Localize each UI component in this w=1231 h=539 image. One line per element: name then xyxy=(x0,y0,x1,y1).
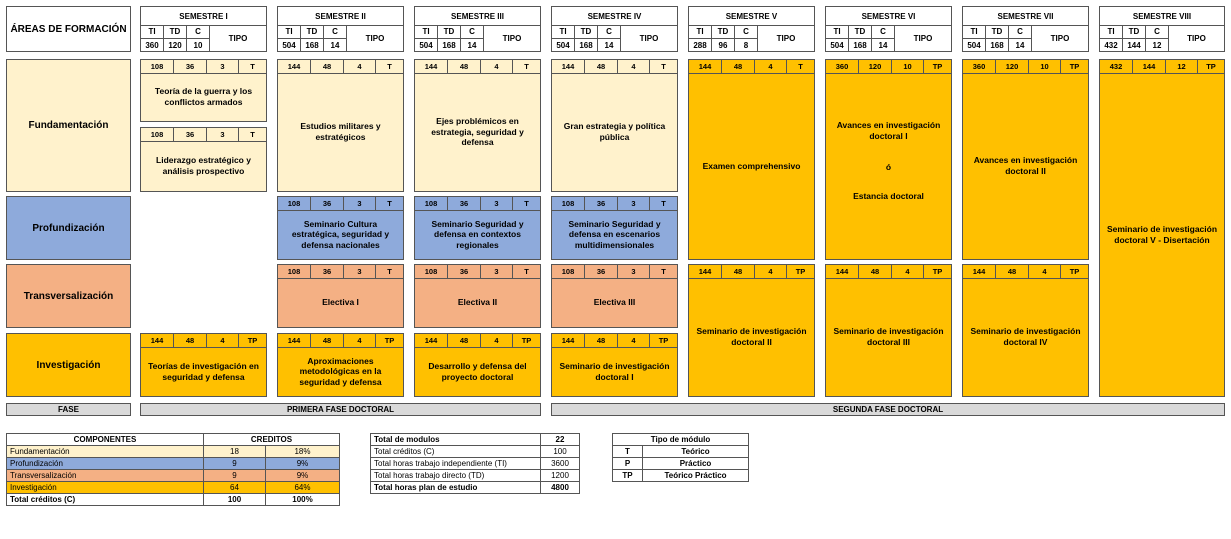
course-tipo: TP xyxy=(932,267,943,276)
course-ti: 108 xyxy=(552,197,585,210)
total-credits: 100 xyxy=(204,494,266,506)
semester-header xyxy=(551,6,678,52)
course-title: Seminario Seguridad y defensa en contextos regionales xyxy=(431,218,524,250)
col-c-label: C xyxy=(598,25,621,39)
semester-title: SEMESTRE VII xyxy=(963,7,1088,26)
totals-table xyxy=(370,433,580,494)
semester-title: SEMESTRE IV xyxy=(552,7,677,26)
course-c: 4 xyxy=(344,334,376,347)
table-row xyxy=(613,470,749,482)
course-or: ó xyxy=(885,162,892,172)
course-tipo: T xyxy=(524,62,529,71)
components-header: COMPONENTES xyxy=(7,434,204,446)
course-title: Liderazgo estratégico y análisis prospectivo xyxy=(156,155,251,176)
course-ti: 144 xyxy=(278,60,311,73)
course-ti: 432 xyxy=(1100,60,1133,73)
course-cell xyxy=(140,59,267,122)
fase-primera xyxy=(140,403,541,416)
course-cell xyxy=(688,264,815,397)
col-tipo-label: TIPO xyxy=(776,33,796,43)
course-title: Examen comprehensivo xyxy=(702,160,801,171)
course-td: 36 xyxy=(585,265,618,278)
sem-td-value: 120 xyxy=(164,39,187,52)
course-tipo: TP xyxy=(1069,62,1080,71)
sem-td-value: 168 xyxy=(301,39,324,52)
course-c: 3 xyxy=(344,197,376,210)
sem-ti-value: 288 xyxy=(689,39,712,52)
col-c-label: C xyxy=(1146,25,1169,39)
component-credits: 9 xyxy=(204,458,266,470)
course-c: 10 xyxy=(1029,60,1061,73)
course-ti: 360 xyxy=(826,60,859,73)
course-td: 120 xyxy=(996,60,1029,73)
semester-header xyxy=(1099,6,1225,52)
semester-header xyxy=(825,6,952,52)
totals-key: Total créditos (C) xyxy=(371,446,541,458)
col-c-label: C xyxy=(187,25,210,39)
table-row xyxy=(7,446,340,458)
course-ti: 108 xyxy=(415,197,448,210)
tipo-desc: Teórico Práctico xyxy=(643,470,749,482)
course-title: Electiva I xyxy=(322,297,359,308)
table-row xyxy=(371,446,580,458)
component-pct: 9% xyxy=(266,458,340,470)
table-row xyxy=(7,482,340,494)
course-c: 4 xyxy=(1029,265,1061,278)
col-td-label: TD xyxy=(438,25,461,39)
course-ti: 144 xyxy=(552,60,585,73)
course-c: 3 xyxy=(207,60,239,73)
component-name: Profundización xyxy=(7,458,204,470)
totals-value: 3600 xyxy=(541,458,580,470)
course-tipo: TP xyxy=(1206,62,1216,71)
total-name: Total créditos (C) xyxy=(7,494,204,506)
sem-td-value: 168 xyxy=(575,39,598,52)
course-cell xyxy=(277,264,404,328)
course-values-row xyxy=(415,265,540,279)
component-credits: 9 xyxy=(204,470,266,482)
course-values-row xyxy=(689,60,814,74)
course-ti: 144 xyxy=(141,334,174,347)
course-c: 3 xyxy=(481,197,513,210)
course-title: Electiva III xyxy=(593,297,636,308)
total-pct: 100% xyxy=(266,494,340,506)
course-c: 4 xyxy=(344,60,376,73)
course-tipo: TP xyxy=(932,62,943,71)
totals-value: 100 xyxy=(541,446,580,458)
course-c: 3 xyxy=(618,197,650,210)
table-row xyxy=(613,446,749,458)
table-row-total xyxy=(7,494,340,506)
course-values-row xyxy=(415,197,540,211)
fase-segunda xyxy=(551,403,1225,416)
semester-header xyxy=(414,6,541,52)
components-table xyxy=(6,433,340,506)
col-td-label: TD xyxy=(164,25,187,39)
course-cell xyxy=(414,59,541,192)
semester-title: SEMESTRE VIII xyxy=(1100,7,1224,26)
tipo-modulo-table xyxy=(612,433,749,482)
course-td: 36 xyxy=(174,60,207,73)
sem-ti-value: 360 xyxy=(141,39,164,52)
course-title: Seminario de investigación doctoral II xyxy=(696,326,807,347)
semester-title: SEMESTRE I xyxy=(141,7,266,26)
course-tipo: T xyxy=(661,199,666,208)
course-cell xyxy=(551,59,678,192)
course-tipo: TP xyxy=(521,336,532,345)
table-row xyxy=(371,482,580,494)
course-c: 12 xyxy=(1166,60,1198,73)
area-investigacion xyxy=(6,333,131,397)
course-values-row xyxy=(278,265,403,279)
col-tipo-label: TIPO xyxy=(639,33,659,43)
course-values-row xyxy=(415,334,540,348)
col-tipo-label: TIPO xyxy=(228,33,248,43)
course-td: 48 xyxy=(448,334,481,347)
course-tipo: T xyxy=(387,199,392,208)
course-ti: 144 xyxy=(552,334,585,347)
semester-header xyxy=(962,6,1089,52)
course-values-row xyxy=(552,265,677,279)
course-cell xyxy=(277,59,404,192)
course-c: 4 xyxy=(481,334,513,347)
course-td: 48 xyxy=(585,334,618,347)
table-row xyxy=(613,458,749,470)
col-td-label: TD xyxy=(1123,25,1146,39)
area-profundizacion xyxy=(6,196,131,260)
col-td-label: TD xyxy=(712,25,735,39)
semester-title: SEMESTRE V xyxy=(689,7,814,26)
course-tipo: T xyxy=(524,199,529,208)
course-title: Ejes problémicos en estrategia, seguridad y defensa xyxy=(431,116,524,148)
course-ti: 144 xyxy=(826,265,859,278)
course-ti: 144 xyxy=(415,334,448,347)
course-cell xyxy=(551,196,678,260)
course-td: 48 xyxy=(585,60,618,73)
area-transversalizacion-label: Transversalización xyxy=(23,290,114,302)
totals-key: Total horas plan de estudio xyxy=(371,482,541,494)
course-c: 3 xyxy=(481,265,513,278)
course-cell xyxy=(825,264,952,397)
tipo-code: P xyxy=(613,458,643,470)
component-pct: 18% xyxy=(266,446,340,458)
component-name: Investigación xyxy=(7,482,204,494)
col-tipo-label: TIPO xyxy=(913,33,933,43)
totals-key: Total horas trabajo directo (TD) xyxy=(371,470,541,482)
course-ti: 108 xyxy=(415,265,448,278)
course-tipo: T xyxy=(387,62,392,71)
course-td: 48 xyxy=(311,60,344,73)
col-c-label: C xyxy=(461,25,484,39)
component-credits: 64 xyxy=(204,482,266,494)
col-tipo-label: TIPO xyxy=(365,33,385,43)
course-cell xyxy=(277,333,404,397)
course-td: 48 xyxy=(174,334,207,347)
sem-ti-value: 504 xyxy=(963,39,986,52)
col-td-label: TD xyxy=(849,25,872,39)
sem-c-value: 8 xyxy=(735,39,758,52)
table-row xyxy=(7,470,340,482)
course-title: Teorías de investigación en seguridad y defensa xyxy=(148,360,259,382)
col-tipo-label: TIPO xyxy=(1050,33,1070,43)
course-td: 36 xyxy=(311,197,344,210)
area-fundamentacion-label: Fundamentación xyxy=(28,120,109,131)
course-cell xyxy=(414,333,541,397)
course-cell-s6-top xyxy=(825,59,952,260)
course-title: Desarrollo y defensa del proyecto doctoral xyxy=(428,360,527,382)
course-c: 4 xyxy=(755,265,787,278)
table-row xyxy=(371,434,580,446)
course-c: 4 xyxy=(892,265,924,278)
component-credits: 18 xyxy=(204,446,266,458)
course-tipo: T xyxy=(250,130,255,139)
sem-td-value: 168 xyxy=(438,39,461,52)
course-cell xyxy=(551,333,678,397)
col-td-label: TD xyxy=(301,25,324,39)
col-tipo-label: TIPO xyxy=(1187,33,1206,43)
tipo-desc: Teórico xyxy=(643,446,749,458)
areas-header xyxy=(6,6,131,52)
sem-ti-value: 504 xyxy=(552,39,575,52)
totals-key: Total horas trabajo independiente (TI) xyxy=(371,458,541,470)
component-pct: 64% xyxy=(266,482,340,494)
fase-label-text: FASE xyxy=(58,405,79,414)
course-cell xyxy=(962,264,1089,397)
col-ti-label: TI xyxy=(689,25,712,39)
course-title: Avances en investigación doctoral II xyxy=(973,155,1078,176)
course-title: Electiva II xyxy=(457,297,498,308)
course-tipo: TP xyxy=(658,336,669,345)
tipo-desc: Práctico xyxy=(643,458,749,470)
course-ti: 144 xyxy=(689,265,722,278)
table-row xyxy=(371,470,580,482)
area-fundamentacion xyxy=(6,59,131,192)
course-tipo: TP xyxy=(1069,267,1080,276)
col-tipo-label: TIPO xyxy=(502,33,522,43)
col-ti-label: TI xyxy=(826,25,849,39)
course-ti: 144 xyxy=(963,265,996,278)
col-td-label: TD xyxy=(575,25,598,39)
course-tipo: T xyxy=(661,62,666,71)
course-values-row xyxy=(552,334,677,348)
course-tipo: TP xyxy=(247,336,258,345)
sem-td-value: 144 xyxy=(1123,39,1146,52)
tipo-modulo-title: Tipo de módulo xyxy=(613,434,749,446)
course-ti: 144 xyxy=(415,60,448,73)
course-ti: 108 xyxy=(141,128,174,141)
course-td: 48 xyxy=(448,60,481,73)
course-cell xyxy=(414,264,541,328)
course-cell xyxy=(688,59,815,260)
course-c: 3 xyxy=(207,128,239,141)
course-title: Seminario de investigación doctoral I xyxy=(559,360,670,382)
course-values-row xyxy=(278,334,403,348)
course-ti: 144 xyxy=(689,60,722,73)
course-td: 36 xyxy=(585,197,618,210)
course-values-row xyxy=(826,265,951,279)
course-values-row xyxy=(1100,60,1224,74)
col-c-label: C xyxy=(735,25,758,39)
totals-value: 22 xyxy=(541,434,580,446)
col-c-label: C xyxy=(872,25,895,39)
component-name: Fundamentación xyxy=(7,446,204,458)
sem-c-value: 14 xyxy=(461,39,484,52)
fase-segunda-text: SEGUNDA FASE DOCTORAL xyxy=(832,405,944,414)
semester-title: SEMESTRE VI xyxy=(826,7,951,26)
areas-header-label: ÁREAS DE FORMACIÓN xyxy=(10,23,127,35)
course-tipo: T xyxy=(524,267,529,276)
course-title: Seminario de investigación doctoral III xyxy=(833,326,944,347)
area-transversalizacion xyxy=(6,264,131,328)
totals-value: 4800 xyxy=(541,482,580,494)
course-values-row xyxy=(552,197,677,211)
course-td: 48 xyxy=(722,265,755,278)
course-c: 4 xyxy=(207,334,239,347)
course-values-row xyxy=(963,60,1088,74)
sem-ti-value: 504 xyxy=(415,39,438,52)
course-td: 36 xyxy=(174,128,207,141)
semester-header xyxy=(688,6,815,52)
course-values-row xyxy=(278,197,403,211)
course-title: Seminario de investigación doctoral IV xyxy=(970,326,1081,347)
col-ti-label: TI xyxy=(141,25,164,39)
course-ti: 108 xyxy=(278,265,311,278)
col-ti-label: TI xyxy=(278,25,301,39)
col-c-label: C xyxy=(1009,25,1032,39)
semester-header xyxy=(277,6,404,52)
totals-value: 1200 xyxy=(541,470,580,482)
course-c: 3 xyxy=(618,265,650,278)
course-td: 36 xyxy=(448,265,481,278)
col-ti-label: TI xyxy=(552,25,575,39)
course-ti: 108 xyxy=(552,265,585,278)
sem-ti-value: 504 xyxy=(278,39,301,52)
course-tipo: TP xyxy=(795,267,806,276)
course-cell xyxy=(414,196,541,260)
sem-td-value: 168 xyxy=(849,39,872,52)
course-td: 144 xyxy=(1133,60,1166,73)
course-cell xyxy=(140,333,267,397)
course-c: 4 xyxy=(618,334,650,347)
course-values-row xyxy=(141,60,266,74)
course-values-row xyxy=(826,60,951,74)
col-ti-label: TI xyxy=(1100,25,1123,39)
course-title: Gran estrategia y política pública xyxy=(563,121,666,142)
course-ti: 360 xyxy=(963,60,996,73)
area-investigacion-label: Investigación xyxy=(36,359,101,371)
sem-c-value: 14 xyxy=(598,39,621,52)
course-values-row xyxy=(278,60,403,74)
course-ti: 108 xyxy=(141,60,174,73)
course-td: 48 xyxy=(722,60,755,73)
course-c: 4 xyxy=(481,60,513,73)
col-ti-label: TI xyxy=(415,25,438,39)
course-title: Seminario Cultura estratégica, seguridad y defensa nacionales xyxy=(291,218,390,250)
course-td: 48 xyxy=(311,334,344,347)
course-td: 36 xyxy=(311,265,344,278)
course-cell xyxy=(140,127,267,192)
course-c: 4 xyxy=(755,60,787,73)
course-tipo: TP xyxy=(384,336,395,345)
course-ti: 144 xyxy=(278,334,311,347)
tipo-code: T xyxy=(613,446,643,458)
sem-c-value: 10 xyxy=(187,39,210,52)
sem-td-value: 96 xyxy=(712,39,735,52)
sem-c-value: 14 xyxy=(872,39,895,52)
course-title: Seminario de investigación doctoral V - Disertación xyxy=(1106,223,1218,245)
course-values-row xyxy=(963,265,1088,279)
course-values-row xyxy=(141,128,266,142)
course-cell xyxy=(551,264,678,328)
course-td: 120 xyxy=(859,60,892,73)
course-c: 4 xyxy=(618,60,650,73)
sem-ti-value: 432 xyxy=(1100,39,1123,52)
sem-ti-value: 504 xyxy=(826,39,849,52)
course-cell xyxy=(277,196,404,260)
course-values-row xyxy=(415,60,540,74)
area-profundizacion-label: Profundización xyxy=(32,222,105,234)
course-td: 36 xyxy=(448,197,481,210)
course-c: 3 xyxy=(344,265,376,278)
semester-title: SEMESTRE III xyxy=(415,7,540,26)
course-cell xyxy=(962,59,1089,260)
table-row xyxy=(7,458,340,470)
col-td-label: TD xyxy=(986,25,1009,39)
course-title: Estudios militares y estratégicos xyxy=(300,121,381,142)
component-name: Transversalización xyxy=(7,470,204,482)
sem-c-value: 14 xyxy=(324,39,347,52)
course-title-alt: Estancia doctoral xyxy=(853,191,924,201)
course-tipo: T xyxy=(387,267,392,276)
course-title: Seminario Seguridad y defensa en escenarios multidimensionales xyxy=(568,218,661,250)
table-row xyxy=(371,458,580,470)
sem-td-value: 168 xyxy=(986,39,1009,52)
fase-primera-text: PRIMERA FASE DOCTORAL xyxy=(286,405,395,414)
course-tipo: T xyxy=(798,62,803,71)
course-c: 10 xyxy=(892,60,924,73)
sem-c-value: 12 xyxy=(1146,39,1169,52)
totals-key: Total de modulos xyxy=(371,434,541,446)
course-title: Aproximaciones metodológicas en la seguridad y defensa xyxy=(299,355,382,387)
fase-label xyxy=(6,403,131,416)
credits-header: CREDITOS xyxy=(204,434,340,446)
component-pct: 9% xyxy=(266,470,340,482)
col-c-label: C xyxy=(324,25,347,39)
course-ti: 108 xyxy=(278,197,311,210)
course-tipo: T xyxy=(661,267,666,276)
sem-c-value: 14 xyxy=(1009,39,1032,52)
course-cell xyxy=(1099,59,1225,397)
course-title: Teoría de la guerra y los conflictos armados xyxy=(154,86,253,107)
course-values-row xyxy=(552,60,677,74)
course-tipo: T xyxy=(250,62,255,71)
course-title: Avances en investigación doctoral I xyxy=(836,120,941,141)
semester-title: SEMESTRE II xyxy=(278,7,403,26)
semester-header xyxy=(140,6,267,52)
course-td: 48 xyxy=(996,265,1029,278)
course-td: 48 xyxy=(859,265,892,278)
tipo-code: TP xyxy=(613,470,643,482)
course-values-row xyxy=(689,265,814,279)
course-values-row xyxy=(141,334,266,348)
col-ti-label: TI xyxy=(963,25,986,39)
